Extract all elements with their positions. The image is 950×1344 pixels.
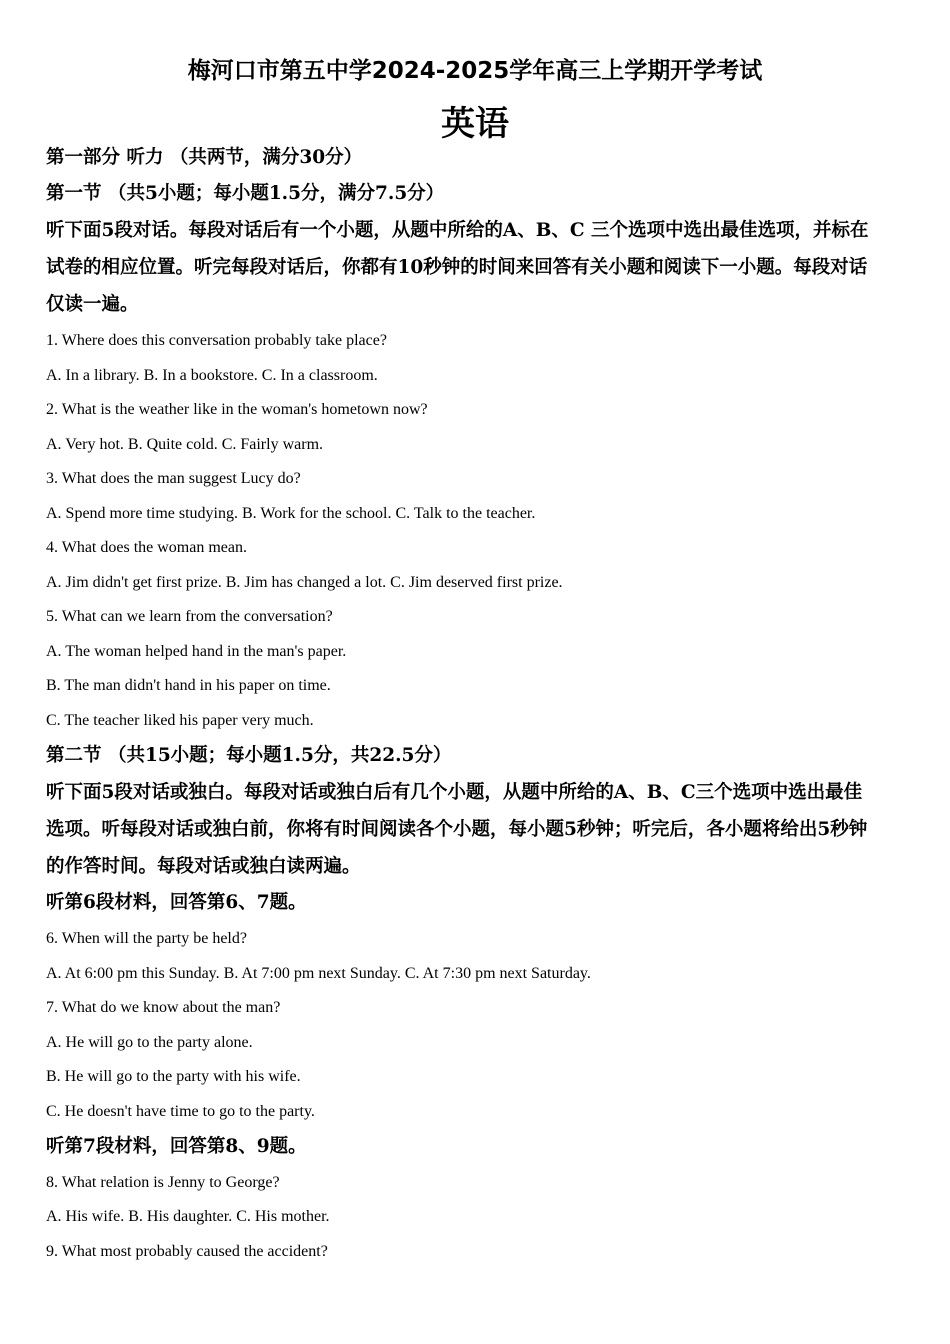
question-4: 4. What does the woman mean. (46, 539, 247, 556)
question-6: 6. When will the party be held? (46, 930, 247, 947)
question-9: 9. What most probably caused the accident? (46, 1243, 328, 1260)
school-exam-title: 梅河口市第五中学2024-2025学年高三上学期开学考试 (187, 58, 763, 84)
section2-instruction-line: 选项。听每段对话或独白前，你将有时间阅读各个小题，每小题5秒钟；听完后，各小题将给出5秒钟 (46, 819, 868, 840)
section1-instruction-line: 听下面5段对话。每段对话后有一个小题，从题中所给的A、B、C 三个选项中选出最佳选项，并标在 (46, 220, 869, 241)
section2-instruction-line: 听下面5段对话或独白。每段对话或独白后有几个小题，从题中所给的A、B、C三个选项中选出最佳 (46, 782, 863, 803)
question-5: 5. What can we learn from the conversation? (46, 608, 333, 625)
question-2: 2. What is the weather like in the woman's hometown now? (46, 401, 428, 418)
section2-title: 第二节 （共15小题；每小题1.5分，共22.5分） (46, 745, 452, 766)
section1-instruction-line: 仅读一遍。 (46, 294, 139, 315)
question-5-option-a: A. The woman helped hand in the man's paper. (46, 643, 347, 660)
question-1-options: A. In a library. B. In a bookstore. C. In a classroom. (46, 367, 378, 384)
question-5-option-b: B. The man didn't hand in his paper on time. (46, 677, 331, 694)
question-2-options: A. Very hot. B. Quite cold. C. Fairly warm. (46, 436, 324, 453)
question-7: 7. What do we know about the man? (46, 999, 281, 1016)
question-6-options: A. At 6:00 pm this Sunday. B. At 7:00 pm next Sunday. C. At 7:30 pm next Saturday. (46, 965, 591, 982)
question-7-option-a: A. He will go to the party alone. (46, 1034, 253, 1051)
material-7-heading: 听第7段材料，回答第8、9题。 (46, 1136, 307, 1157)
part1-title: 第一部分 听力 （共两节，满分30分） (46, 147, 363, 168)
section1-title: 第一节 （共5小题；每小题1.5分，满分7.5分） (46, 183, 445, 204)
question-3-options: A. Spend more time studying. B. Work for the school. C. Talk to the teacher. (46, 505, 536, 522)
question-8-options: A. His wife. B. His daughter. C. His mother. (46, 1208, 330, 1225)
question-7-option-b: B. He will go to the party with his wife. (46, 1068, 301, 1085)
section1-instruction-line: 试卷的相应位置。听完每段对话后，你都有10秒钟的时间来回答有关小题和阅读下一小题。每段对话 (46, 257, 868, 278)
question-8: 8. What relation is Jenny to George? (46, 1174, 280, 1191)
section2-instruction-line: 的作答时间。每段对话或独白读两遍。 (46, 856, 361, 877)
question-3: 3. What does the man suggest Lucy do? (46, 470, 301, 487)
question-7-option-c: C. He doesn't have time to go to the party. (46, 1103, 315, 1120)
subject-title: 英语 (441, 104, 509, 144)
material-6-heading: 听第6段材料，回答第6、7题。 (46, 892, 307, 913)
question-5-option-c: C. The teacher liked his paper very much. (46, 712, 314, 729)
question-4-options: A. Jim didn't get first prize. B. Jim has changed a lot. C. Jim deserved first prize. (46, 574, 563, 591)
question-1: 1. Where does this conversation probably take place? (46, 332, 387, 349)
